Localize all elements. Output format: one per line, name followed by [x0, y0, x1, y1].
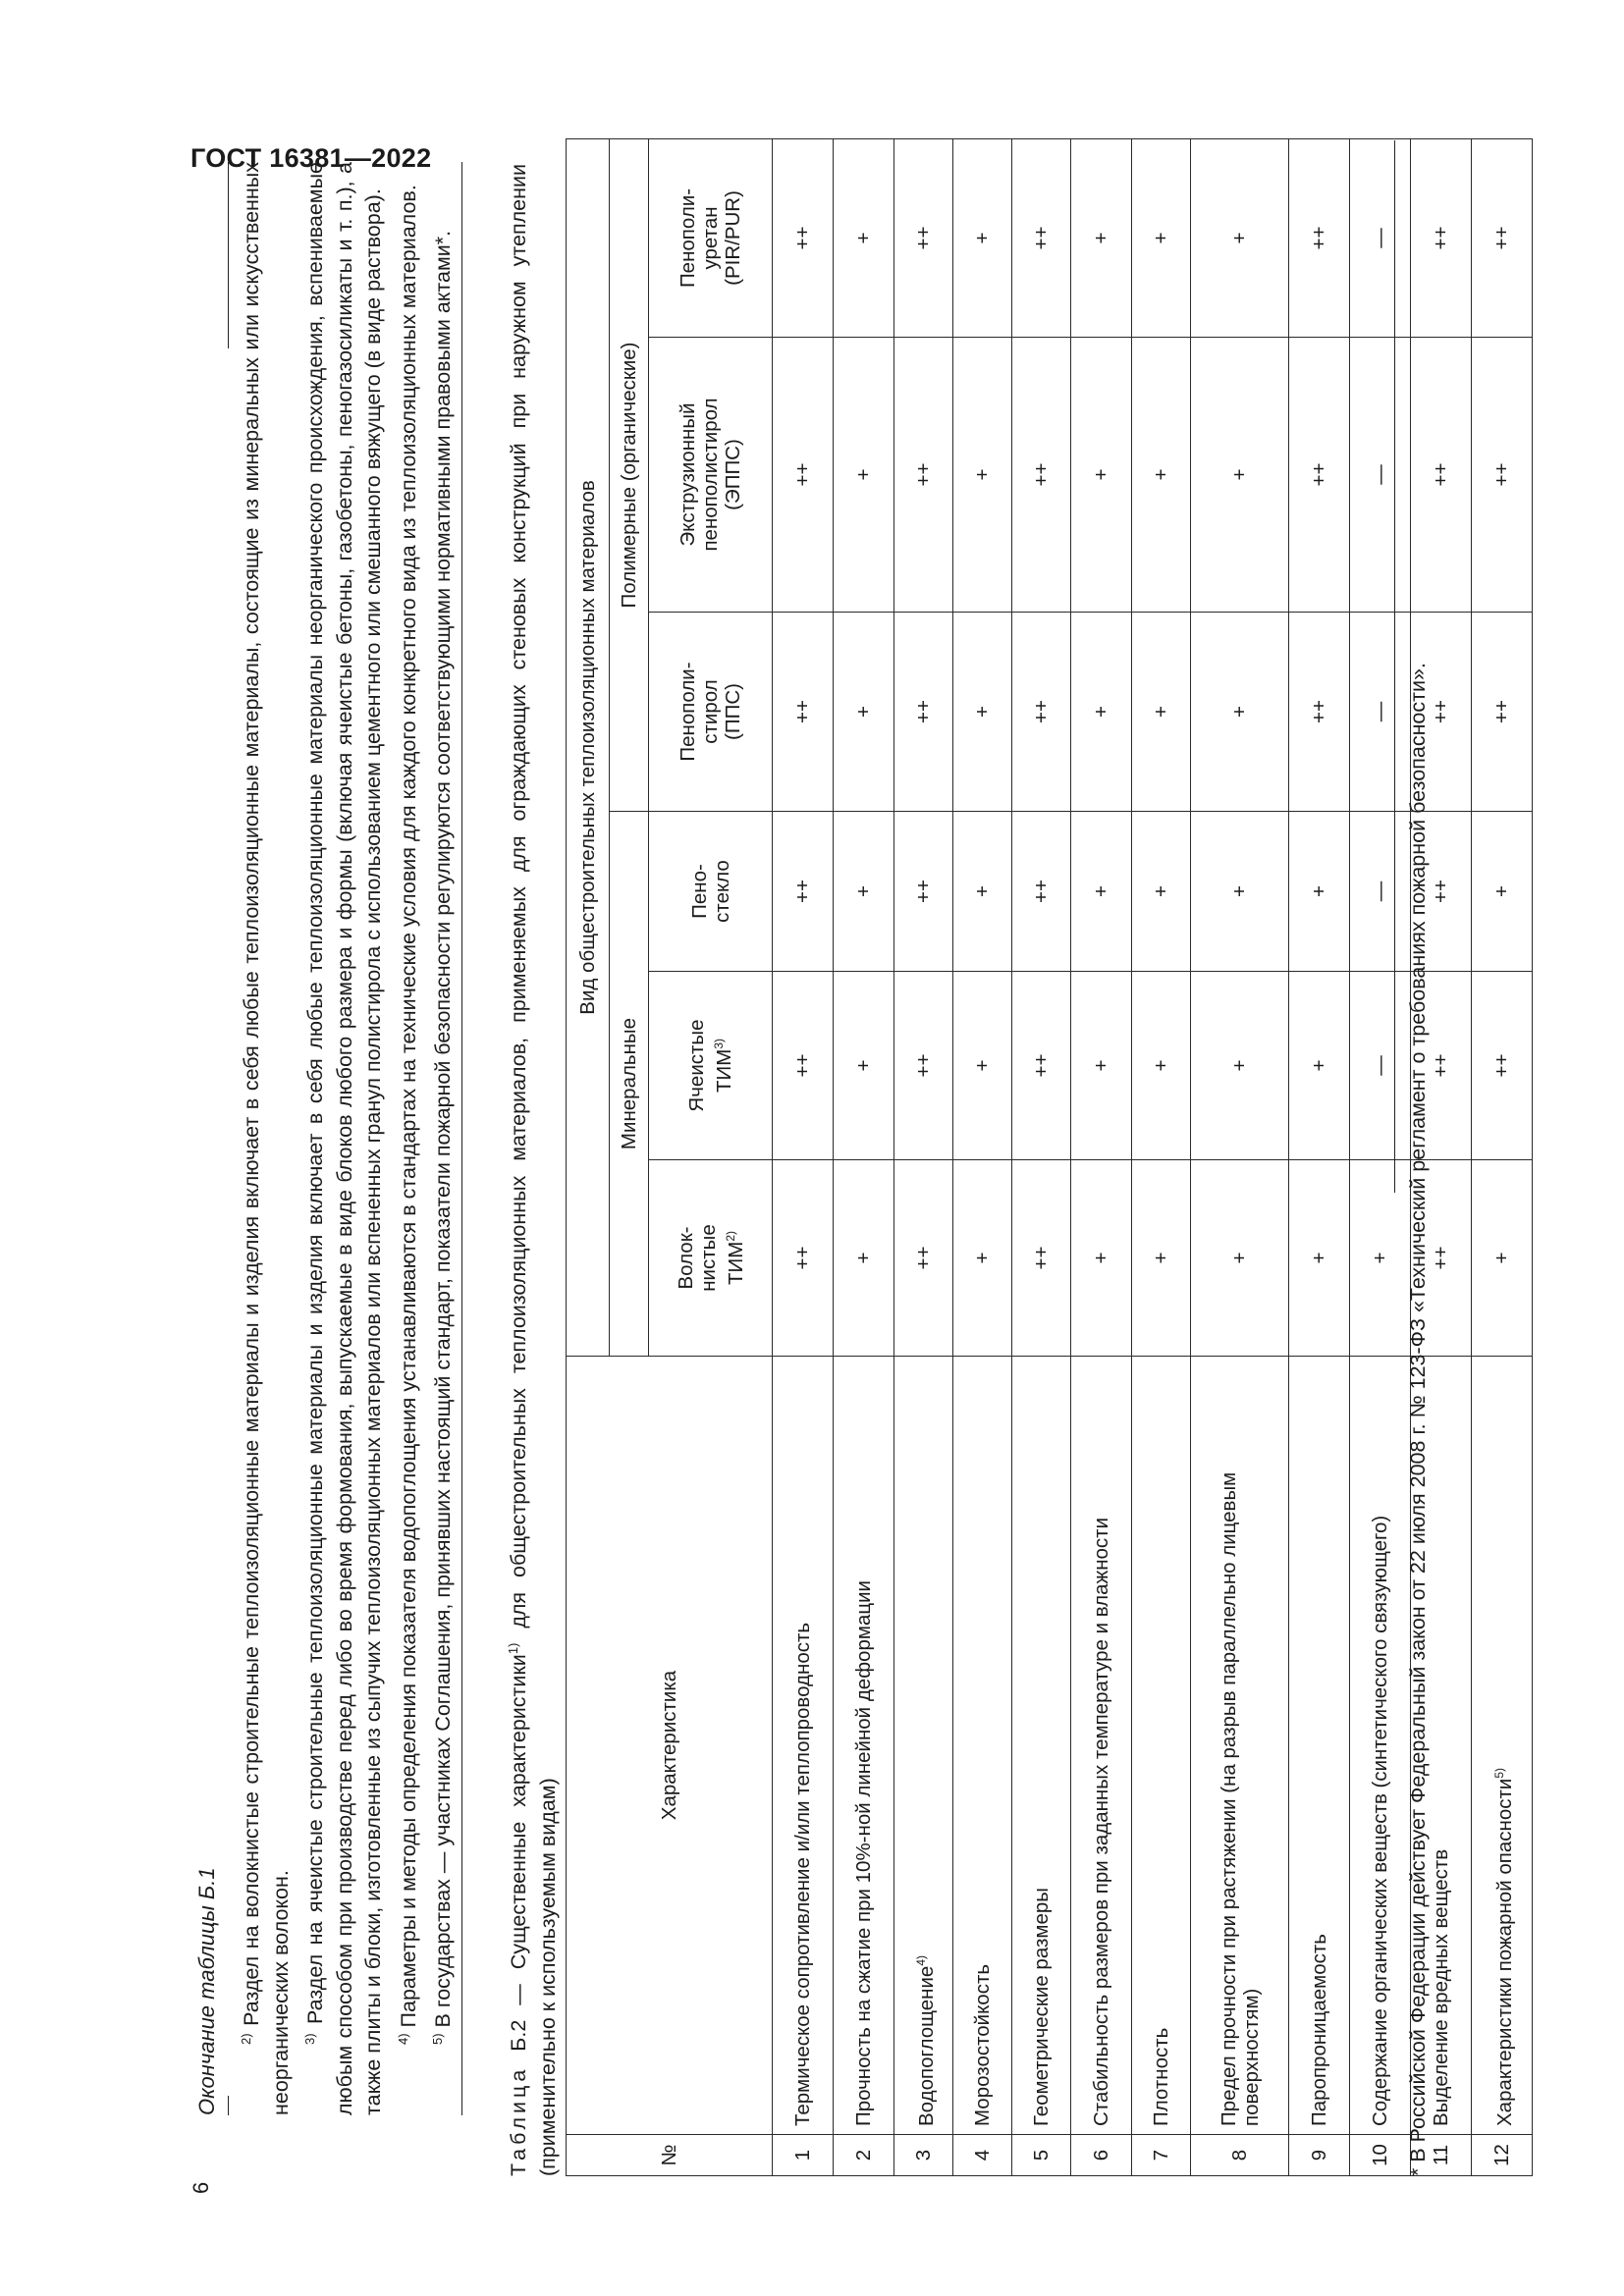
row-characteristic — [1289, 1357, 1350, 2135]
material-label: Пено- стекло — [687, 860, 733, 923]
page-number: 6 — [189, 2181, 213, 2194]
value-cell: + — [1132, 338, 1191, 613]
characteristic-text: Плотность — [1150, 2027, 1172, 2126]
row-characteristic — [1350, 1357, 1411, 2135]
value-cell: ++ — [894, 1160, 953, 1357]
value-cell: + — [1472, 1160, 1533, 1357]
value-cell: + — [1191, 812, 1289, 972]
value-cell: ++ — [894, 972, 953, 1160]
col-header-material — [649, 1160, 773, 1357]
value-cell: + — [1191, 972, 1289, 1160]
row-characteristic — [1472, 1357, 1533, 2135]
value-cell: — — [1350, 138, 1411, 337]
value-cell: + — [1071, 338, 1132, 613]
col-header-material — [649, 972, 773, 1160]
row-number: 1 — [773, 2135, 834, 2176]
col-header-material — [649, 338, 773, 613]
note-mark: 4) — [395, 2033, 410, 2045]
value-cell: + — [1191, 338, 1289, 613]
value-cell: + — [1289, 812, 1350, 972]
note-mark: 2) — [239, 2033, 253, 2045]
col-header-material — [649, 812, 773, 972]
value-cell: ++ — [1411, 338, 1472, 613]
value-cell: + — [1350, 1160, 1411, 1357]
row-number: 5 — [1012, 2135, 1071, 2176]
note-paragraph — [389, 162, 424, 2115]
value-cell: ++ — [1411, 138, 1472, 337]
note-paragraph — [423, 162, 459, 2115]
col-header-material — [649, 613, 773, 812]
characteristic-text: Характеристики пожарной опасности — [1492, 1778, 1516, 2126]
table-row — [953, 138, 1012, 2175]
material-label: Волок- нистые ТИМ — [674, 1224, 747, 1292]
material-label: Пенополи- стирол (ППС) — [677, 662, 744, 762]
table-continuation-title: Окончание таблицы Б.1 — [194, 1867, 219, 2115]
characteristic-text: Морозостойкость — [971, 1963, 994, 2126]
value-cell: + — [1071, 972, 1132, 1160]
value-cell: — — [1350, 613, 1411, 812]
value-cell: + — [1132, 613, 1191, 812]
value-cell: ++ — [773, 1160, 834, 1357]
col-header-number: № — [567, 2135, 773, 2176]
value-cell: + — [1071, 613, 1132, 812]
rotated-page-body — [185, 85, 1516, 2194]
page-footnote: * В Российской Федерации действует Федеральный закон от 22 июля 2008 г. № 123-ФЗ «Технический регламент о требованиях пожарной безопасности». — [1406, 663, 1430, 2176]
characteristic-text: Водопоглощение — [914, 1965, 938, 2126]
value-cell: + — [1191, 1160, 1289, 1357]
value-cell: + — [834, 338, 894, 613]
row-number: 10 — [1350, 2135, 1411, 2176]
row-characteristic — [1132, 1357, 1191, 2135]
value-cell: + — [953, 1160, 1012, 1357]
value-cell: ++ — [773, 812, 834, 972]
value-cell: ++ — [1411, 972, 1472, 1160]
value-cell: + — [1191, 613, 1289, 812]
footnote-rule — [1394, 140, 1395, 1193]
col-subgroup-polymer: Полимерные (органические) — [610, 138, 649, 811]
value-cell: + — [953, 613, 1012, 812]
value-cell: ++ — [773, 338, 834, 613]
caption-label: Таблица — [507, 2065, 531, 2176]
row-number: 3 — [894, 2135, 953, 2176]
value-cell: ++ — [894, 812, 953, 972]
row-number: 8 — [1191, 2135, 1289, 2176]
continuation-rule-left — [228, 2096, 229, 2115]
table-row — [834, 138, 894, 2175]
value-cell: ++ — [1012, 138, 1071, 337]
caption-number: Б.2 — [507, 2019, 531, 2066]
caption-text: — Существенные характеристики — [507, 1654, 531, 2020]
row-characteristic — [953, 1357, 1012, 2135]
value-cell: ++ — [773, 138, 834, 337]
value-cell: + — [834, 972, 894, 1160]
row-characteristic — [773, 1357, 834, 2135]
value-cell: ++ — [773, 613, 834, 812]
value-cell: + — [1191, 138, 1289, 337]
characteristic-text: Содержание органических веществ (синтетического связующего) — [1369, 1515, 1391, 2126]
value-cell: + — [1289, 1160, 1350, 1357]
row-number: 7 — [1132, 2135, 1191, 2176]
value-cell: ++ — [894, 338, 953, 613]
value-cell: + — [1132, 972, 1191, 1160]
value-cell: + — [834, 812, 894, 972]
characteristic-text: Термическое сопротивление и/или теплопроводность — [791, 1622, 814, 2126]
value-cell: ++ — [1012, 338, 1071, 613]
value-cell: + — [1132, 1160, 1191, 1357]
characteristic-footnote-mark: 5) — [1491, 1768, 1506, 1779]
table-row — [1012, 138, 1071, 2175]
value-cell: ++ — [1472, 338, 1533, 613]
row-number: 9 — [1289, 2135, 1350, 2176]
value-cell: ++ — [1472, 613, 1533, 812]
note-mark: 5) — [430, 2033, 446, 2045]
material-label: Экструзионный пенополистирол (ЭППС) — [677, 398, 744, 552]
note-text: Параметры и методы определения показателя водопоглощения устанавливаются в стандартах на технические условия для каждого конкретного вида из теплоизоляционных материалов. — [396, 185, 420, 2034]
table-b2-caption — [499, 164, 563, 2176]
value-cell: ++ — [773, 972, 834, 1160]
row-characteristic — [1191, 1357, 1289, 2135]
table-row — [1289, 138, 1350, 2175]
value-cell: + — [1132, 138, 1191, 337]
value-cell: ++ — [1012, 613, 1071, 812]
row-characteristic — [894, 1357, 953, 2135]
value-cell: + — [953, 812, 1012, 972]
value-cell: — — [1350, 972, 1411, 1160]
value-cell: + — [1071, 138, 1132, 337]
value-cell: + — [953, 972, 1012, 1160]
note-paragraph — [232, 162, 296, 2115]
table-row — [773, 138, 834, 2175]
caption-text: для общестроительных теплоизоляционных материалов, применяемых для ограждающих стеновых конструкций при наружном утеплении (применительно к используемым видам) — [507, 163, 560, 2176]
material-label: Пенополи- уретан (PIR/PUR) — [677, 187, 744, 289]
characteristic-footnote-mark: 4) — [913, 1955, 928, 1966]
table-b1-notes — [232, 162, 459, 2115]
value-cell: — — [1350, 812, 1411, 972]
row-number: 6 — [1071, 2135, 1132, 2176]
table-row — [894, 138, 953, 2175]
characteristic-text: Геометрические размеры — [1030, 1887, 1053, 2126]
value-cell: + — [1472, 812, 1533, 972]
note-text: Раздел на ячеистые строительные теплоизоляционные материалы и изделия включает в себя любые теплоизоляционные материалы неорганического происхождения, вспениваемые любым способом при производстве перед либо во время формования, выпускаемые в виде блоков любого размера и формы (включая ячеистые бетоны, газобетоны, пеногазосиликаты и т. п.), а также плиты и блоки, изготовленные из сыпучих теплоизоляционных материалов или вспененных гранул полистирола с использованием цементного или смешанного вяжущего (в виде раствора). — [303, 162, 386, 2115]
value-cell: ++ — [1411, 1160, 1472, 1357]
value-cell: — — [1350, 338, 1411, 613]
note-text: В государствах — участниках Соглашения, принявших настоящий стандарт, показатели пожарной безопасности регулируются соответствующими нормативными правовыми актами*. — [431, 230, 456, 2034]
value-cell: + — [834, 138, 894, 337]
caption-footnote-mark: 1) — [506, 1642, 520, 1655]
continuation-rule-right — [228, 162, 229, 348]
value-cell: ++ — [1012, 1160, 1071, 1357]
col-subgroup-mineral: Минеральные — [610, 812, 649, 1357]
value-cell: + — [953, 138, 1012, 337]
col-header-material — [649, 138, 773, 337]
col-group-header: Вид общестроительных теплоизоляционных материалов — [567, 138, 610, 1356]
value-cell: ++ — [1012, 812, 1071, 972]
value-cell: ++ — [1472, 138, 1533, 337]
note-mark: 3) — [302, 2033, 318, 2045]
value-cell: + — [834, 613, 894, 812]
row-number: 11 — [1411, 2135, 1472, 2176]
characteristic-text: Паропроницаемость — [1308, 1934, 1330, 2126]
row-characteristic — [1071, 1357, 1132, 2135]
value-cell: ++ — [1411, 812, 1472, 972]
value-cell: ++ — [1289, 338, 1350, 613]
value-cell: + — [834, 1160, 894, 1357]
characteristic-text: Стабильность размеров при заданных температуре и влажности — [1090, 1517, 1112, 2126]
characteristics-table — [566, 138, 1533, 2176]
value-cell: ++ — [1289, 613, 1350, 812]
row-number: 2 — [834, 2135, 894, 2176]
note-text: Раздел на волокнистые строительные теплоизоляционные материалы и изделия включает в себя любые теплоизоляционные материалы, состоящие из минеральных или искусственных неорганических волокон. — [240, 162, 293, 2115]
value-cell: + — [1132, 812, 1191, 972]
characteristic-text: Предел прочности при растяжении (на разрыв параллельно лицевым поверхностям) — [1217, 1471, 1263, 2126]
col-header-characteristic: Характеристика — [567, 1357, 773, 2135]
value-cell: + — [1071, 812, 1132, 972]
value-cell: ++ — [1411, 613, 1472, 812]
table-row — [1191, 138, 1289, 2175]
note-paragraph — [296, 162, 389, 2115]
value-cell: + — [1071, 1160, 1132, 1357]
material-footnote-mark: 3) — [712, 1039, 727, 1049]
material-label: Ячеистые ТИМ — [685, 1019, 735, 1112]
value-cell: ++ — [1012, 972, 1071, 1160]
row-characteristic — [834, 1357, 894, 2135]
value-cell: + — [1289, 972, 1350, 1160]
material-footnote-mark: 2) — [723, 1231, 737, 1242]
value-cell: ++ — [894, 138, 953, 337]
characteristic-text: Выделение вредных веществ — [1430, 1848, 1452, 2126]
value-cell: + — [953, 338, 1012, 613]
row-characteristic — [1012, 1357, 1071, 2135]
value-cell: ++ — [1472, 972, 1533, 1160]
table-row — [1350, 138, 1411, 2175]
characteristic-text: Прочность на сжатие при 10%-ной линейной деформации — [852, 1579, 875, 2126]
notes-bottom-rule — [461, 162, 462, 2115]
value-cell: ++ — [1289, 138, 1350, 337]
table-row — [1132, 138, 1191, 2175]
table-row — [1071, 138, 1132, 2175]
row-number: 12 — [1472, 2135, 1533, 2176]
row-number: 4 — [953, 2135, 1012, 2176]
document-code: ГОСТ 16381—2022 — [190, 143, 432, 173]
table-row — [1472, 138, 1533, 2175]
value-cell: ++ — [894, 613, 953, 812]
